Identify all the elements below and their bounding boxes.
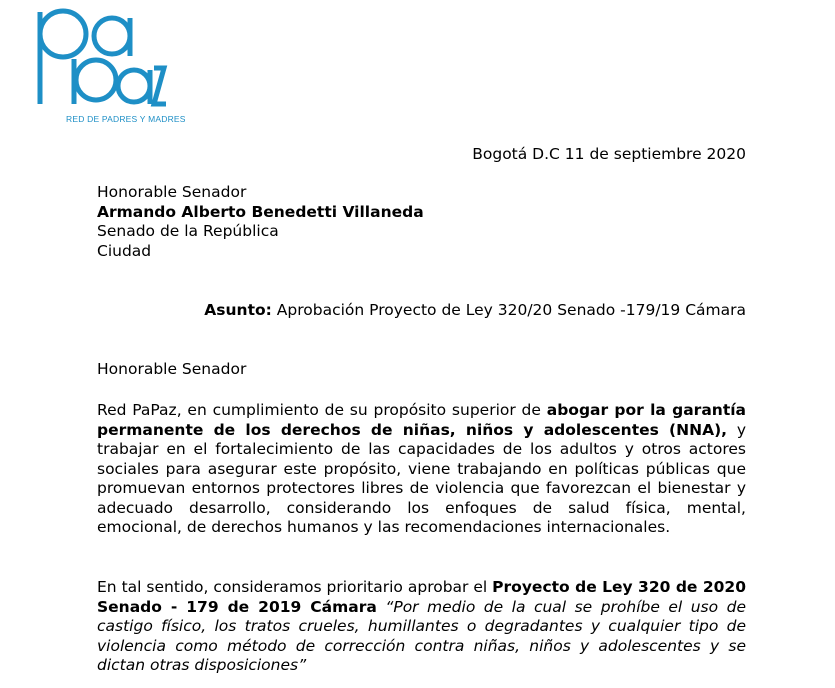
recipient-name: Armando Alberto Benedetti Villaneda xyxy=(97,202,424,221)
paragraph-1-bold: abogar por la garantía permanente de los derechos de niñas, niños y adolescentes (NNA), xyxy=(97,401,746,439)
greeting: Honorable Senador xyxy=(97,360,247,378)
subject-line xyxy=(204,301,746,319)
paragraph-2-italic: “Por medio de la cual se prohíbe el uso de castigo físico, los tratos crueles, humillantes o degradantes y cualquier tipo de violencia como método de corrección contra niñas, niños y adolescentes y se dictan otras disposiciones” xyxy=(97,597,746,674)
logo-tagline: RED DE PADRES Y MADRES xyxy=(66,114,186,124)
recipient-institution: Senado de la República xyxy=(97,222,279,240)
recipient-block xyxy=(97,183,424,261)
papaz-logo xyxy=(30,4,186,124)
subject-label: Asunto: xyxy=(204,301,272,319)
paragraph-2-text-a: En tal sentido, consideramos prioritario aprobar el xyxy=(97,578,493,596)
paragraph-2-bold: Proyecto de Ley 320 de 2020 Senado - 179 de 2019 Cámara xyxy=(97,578,746,616)
paragraph-2 xyxy=(97,578,746,676)
recipient-city: Ciudad xyxy=(97,241,152,260)
letter-date: Bogotá D.C 11 de septiembre 2020 xyxy=(472,145,746,163)
papaz-logo-mark xyxy=(30,4,170,112)
subject-text: Aprobación Proyecto de Ley 320/20 Senado -179/19 Cámara xyxy=(271,301,746,319)
paragraph-1-text-a: Red PaPaz, en cumplimiento de su propósito superior de xyxy=(97,401,547,419)
recipient-title: Honorable Senador xyxy=(97,183,247,201)
paragraph-1 xyxy=(97,401,746,538)
paragraph-1-text-b: y trabajar en el fortalecimiento de las capacidades de los adultos y otros actores sociales para asegurar este propósito, viene trabajando en políticas públicas que promuevan entornos protectores libres de violencia que favorezcan el bienestar y adecuado desarrollo, considerando los enfoques de salud física, mental, emocional, de derechos humanos y las recomendaciones internacionales. xyxy=(97,420,746,536)
